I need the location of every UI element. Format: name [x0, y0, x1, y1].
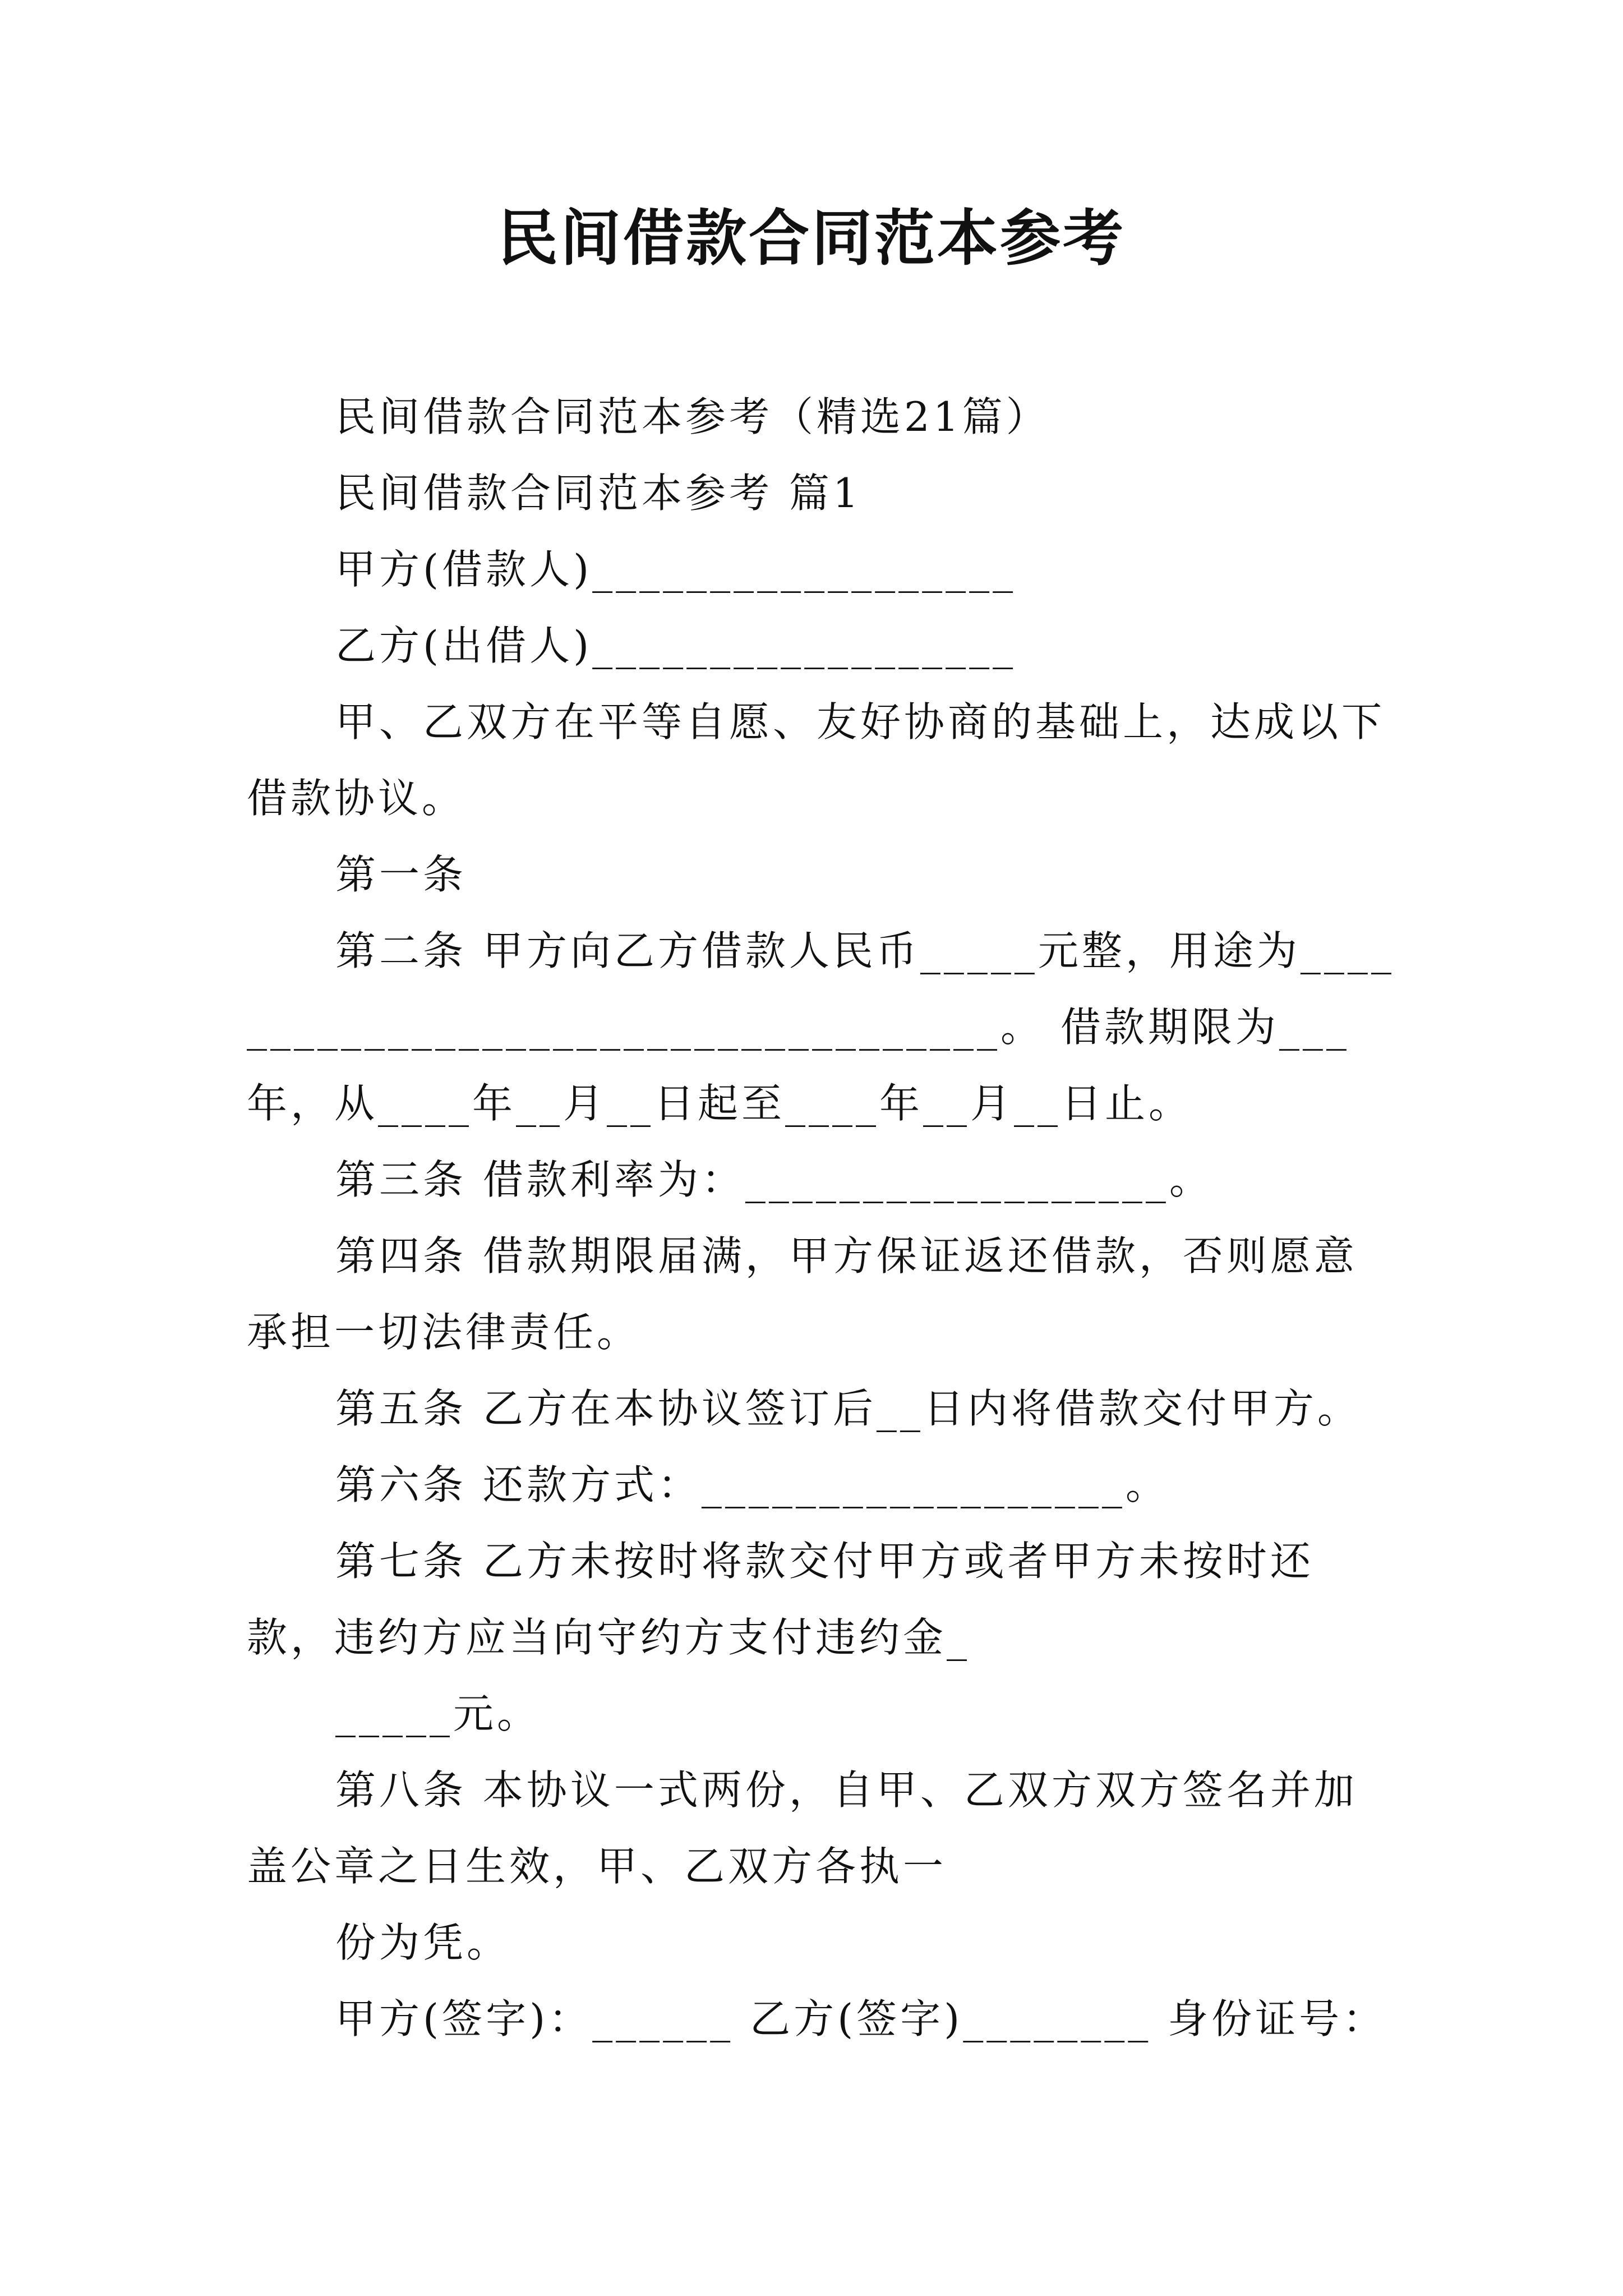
article-8-continued: 份为凭。 [335, 1919, 511, 1966]
article-5: 第五条 乙方在本协议签订后__日内将借款交付甲方。 [335, 1385, 1361, 1432]
preamble-paragraph: 甲、乙双方在平等自愿、友好协商的基础上，达成以下借款协议。 [247, 698, 1386, 822]
party-b-line: 乙方(出借人)__________________ [335, 622, 1017, 669]
signature-line: 甲方(签字)：______ 乙方(签字)________ 身份证号： [335, 1995, 1387, 2042]
article-4: 第四条 借款期限届满，甲方保证返还借款，否则愿意承担一切法律责任。 [247, 1232, 1358, 1356]
document-title: 民间借款合同范本参考 [497, 203, 1126, 274]
section-heading: 民间借款合同范本参考 篇1 [335, 470, 862, 517]
article-7: 第七条 乙方未按时将款交付甲方或者甲方未按时还款，违约方应当向守约方支付违约金_ [247, 1538, 1314, 1661]
article-2: 第二条 甲方向乙方借款人民币_____元整，用途为____________________________________。 借款期限为___年，从____年__月__日起至____年__月__日止。 [247, 927, 1395, 1127]
article-3: 第三条 借款利率为：__________________。 [335, 1156, 1213, 1203]
article-7-continued: _____元。 [335, 1690, 541, 1737]
party-a-line: 甲方(借款人)__________________ [335, 546, 1017, 593]
article-8: 第八条 本协议一式两份，自甲、乙双方双方签名并加盖公章之日生效，甲、乙双方各执一 [247, 1766, 1358, 1890]
document-body [247, 379, 1396, 2057]
article-1: 第一条 [335, 851, 467, 898]
article-6: 第六条 还款方式：__________________。 [335, 1461, 1169, 1508]
subtitle-paragraph: 民间借款合同范本参考（精选21篇） [335, 393, 1050, 440]
